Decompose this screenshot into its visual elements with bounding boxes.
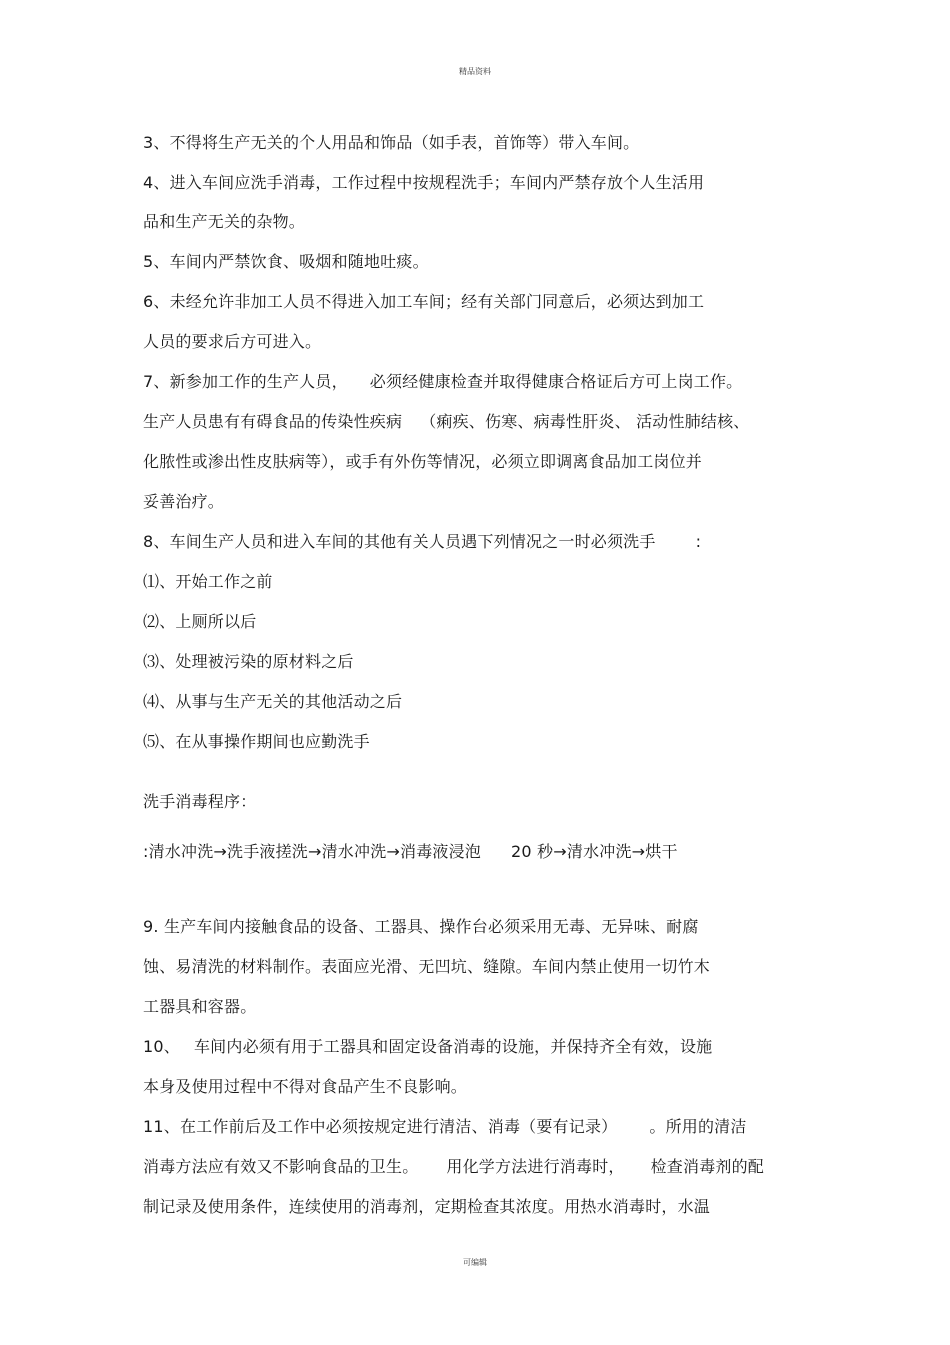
text-segment: :清水冲洗→洗手液搓洗→清水冲洗→消毒液浸泡 xyxy=(143,842,482,861)
text-segment: 。所用的清洁 xyxy=(649,1117,747,1136)
text-line: 3、不得将生产无关的个人用品和饰品（如手表，首饰等）带入车间。 xyxy=(143,133,640,152)
text-line: 蚀、易清洗的材料制作。表面应光滑、无凹坑、缝隙。车间内禁止使用一切竹木 xyxy=(143,957,711,976)
text-segment: 车间内必须有用于工器具和固定设备消毒的设施，并保持齐全有效，设施 xyxy=(193,1037,713,1056)
text-line: 制记录及使用条件，连续使用的消毒剂，定期检查其浓度。用热水消毒时，水温 xyxy=(143,1197,711,1216)
text-segment: 检查消毒剂的配 xyxy=(650,1157,765,1176)
text-segment: 10、 xyxy=(143,1037,180,1056)
text-segment: 8、车间生产人员和进入车间的其他有关人员遇下列情况之一时必须洗手 xyxy=(143,532,656,551)
text-line: 人员的要求后方可进入。 xyxy=(143,332,322,351)
list-item: ⑵、上厕所以后 xyxy=(143,612,257,631)
text-segment: 20 秒→清水冲洗→烘干 xyxy=(511,842,678,861)
text-segment: 用化学方法进行消毒时， xyxy=(446,1157,625,1176)
text-line: 5、车间内严禁饮食、吸烟和随地吐痰。 xyxy=(143,252,429,271)
list-item: ⑷、从事与生产无关的其他活动之后 xyxy=(143,692,403,711)
page-footer: 可编辑 xyxy=(463,1258,487,1267)
text-line xyxy=(143,1157,764,1177)
text-line: 妥善治疗。 xyxy=(143,492,225,511)
text-line: 本身及使用过程中不得对食品产生不良影响。 xyxy=(143,1077,468,1096)
text-segment: （痢疾、伤寒、病毒性肝炎、 活动性肺结核、 xyxy=(420,412,750,431)
text-segment: 必须经健康检查并取得健康合格证后方可上岗工作。 xyxy=(369,372,743,391)
text-line xyxy=(143,1037,712,1057)
text-segment: 生产人员患有有碍食品的传染性疾病 xyxy=(143,412,403,431)
text-line xyxy=(143,1117,747,1137)
list-item: ⑸、在从事操作期间也应勤洗手 xyxy=(143,732,370,751)
text-line xyxy=(143,842,678,862)
text-line: 4、进入车间应洗手消毒，工作过程中按规程洗手；车间内严禁存放个人生活用 xyxy=(143,173,705,192)
text-line xyxy=(143,412,750,432)
text-segment: : xyxy=(695,532,702,551)
text-line: 品和生产无关的杂物。 xyxy=(143,212,306,231)
section-heading: 洗手消毒程序： xyxy=(143,792,257,811)
text-line: 9. 生产车间内接触食品的设备、工器具、操作台必须采用无毒、无异味、耐腐 xyxy=(143,917,699,936)
text-segment: 消毒方法应有效又不影响食品的卫生。 xyxy=(143,1157,419,1176)
text-line xyxy=(143,532,701,552)
page-header: 精品资料 xyxy=(459,67,491,76)
list-item: ⑶、处理被污染的原材料之后 xyxy=(143,652,354,671)
text-segment: 7、新参加工作的生产人员， xyxy=(143,372,348,391)
text-line: 化脓性或渗出性皮肤病等），或手有外伤等情况，必须立即调离食品加工岗位并 xyxy=(143,452,703,471)
text-line xyxy=(143,372,742,392)
text-line: 6、未经允许非加工人员不得进入加工车间；经有关部门同意后，必须达到加工 xyxy=(143,292,705,311)
text-line: 工器具和容器。 xyxy=(143,997,257,1016)
text-segment: 11、在工作前后及工作中必须按规定进行清洁、消毒（要有记录） xyxy=(143,1117,618,1136)
list-item: ⑴、开始工作之前 xyxy=(143,572,273,591)
